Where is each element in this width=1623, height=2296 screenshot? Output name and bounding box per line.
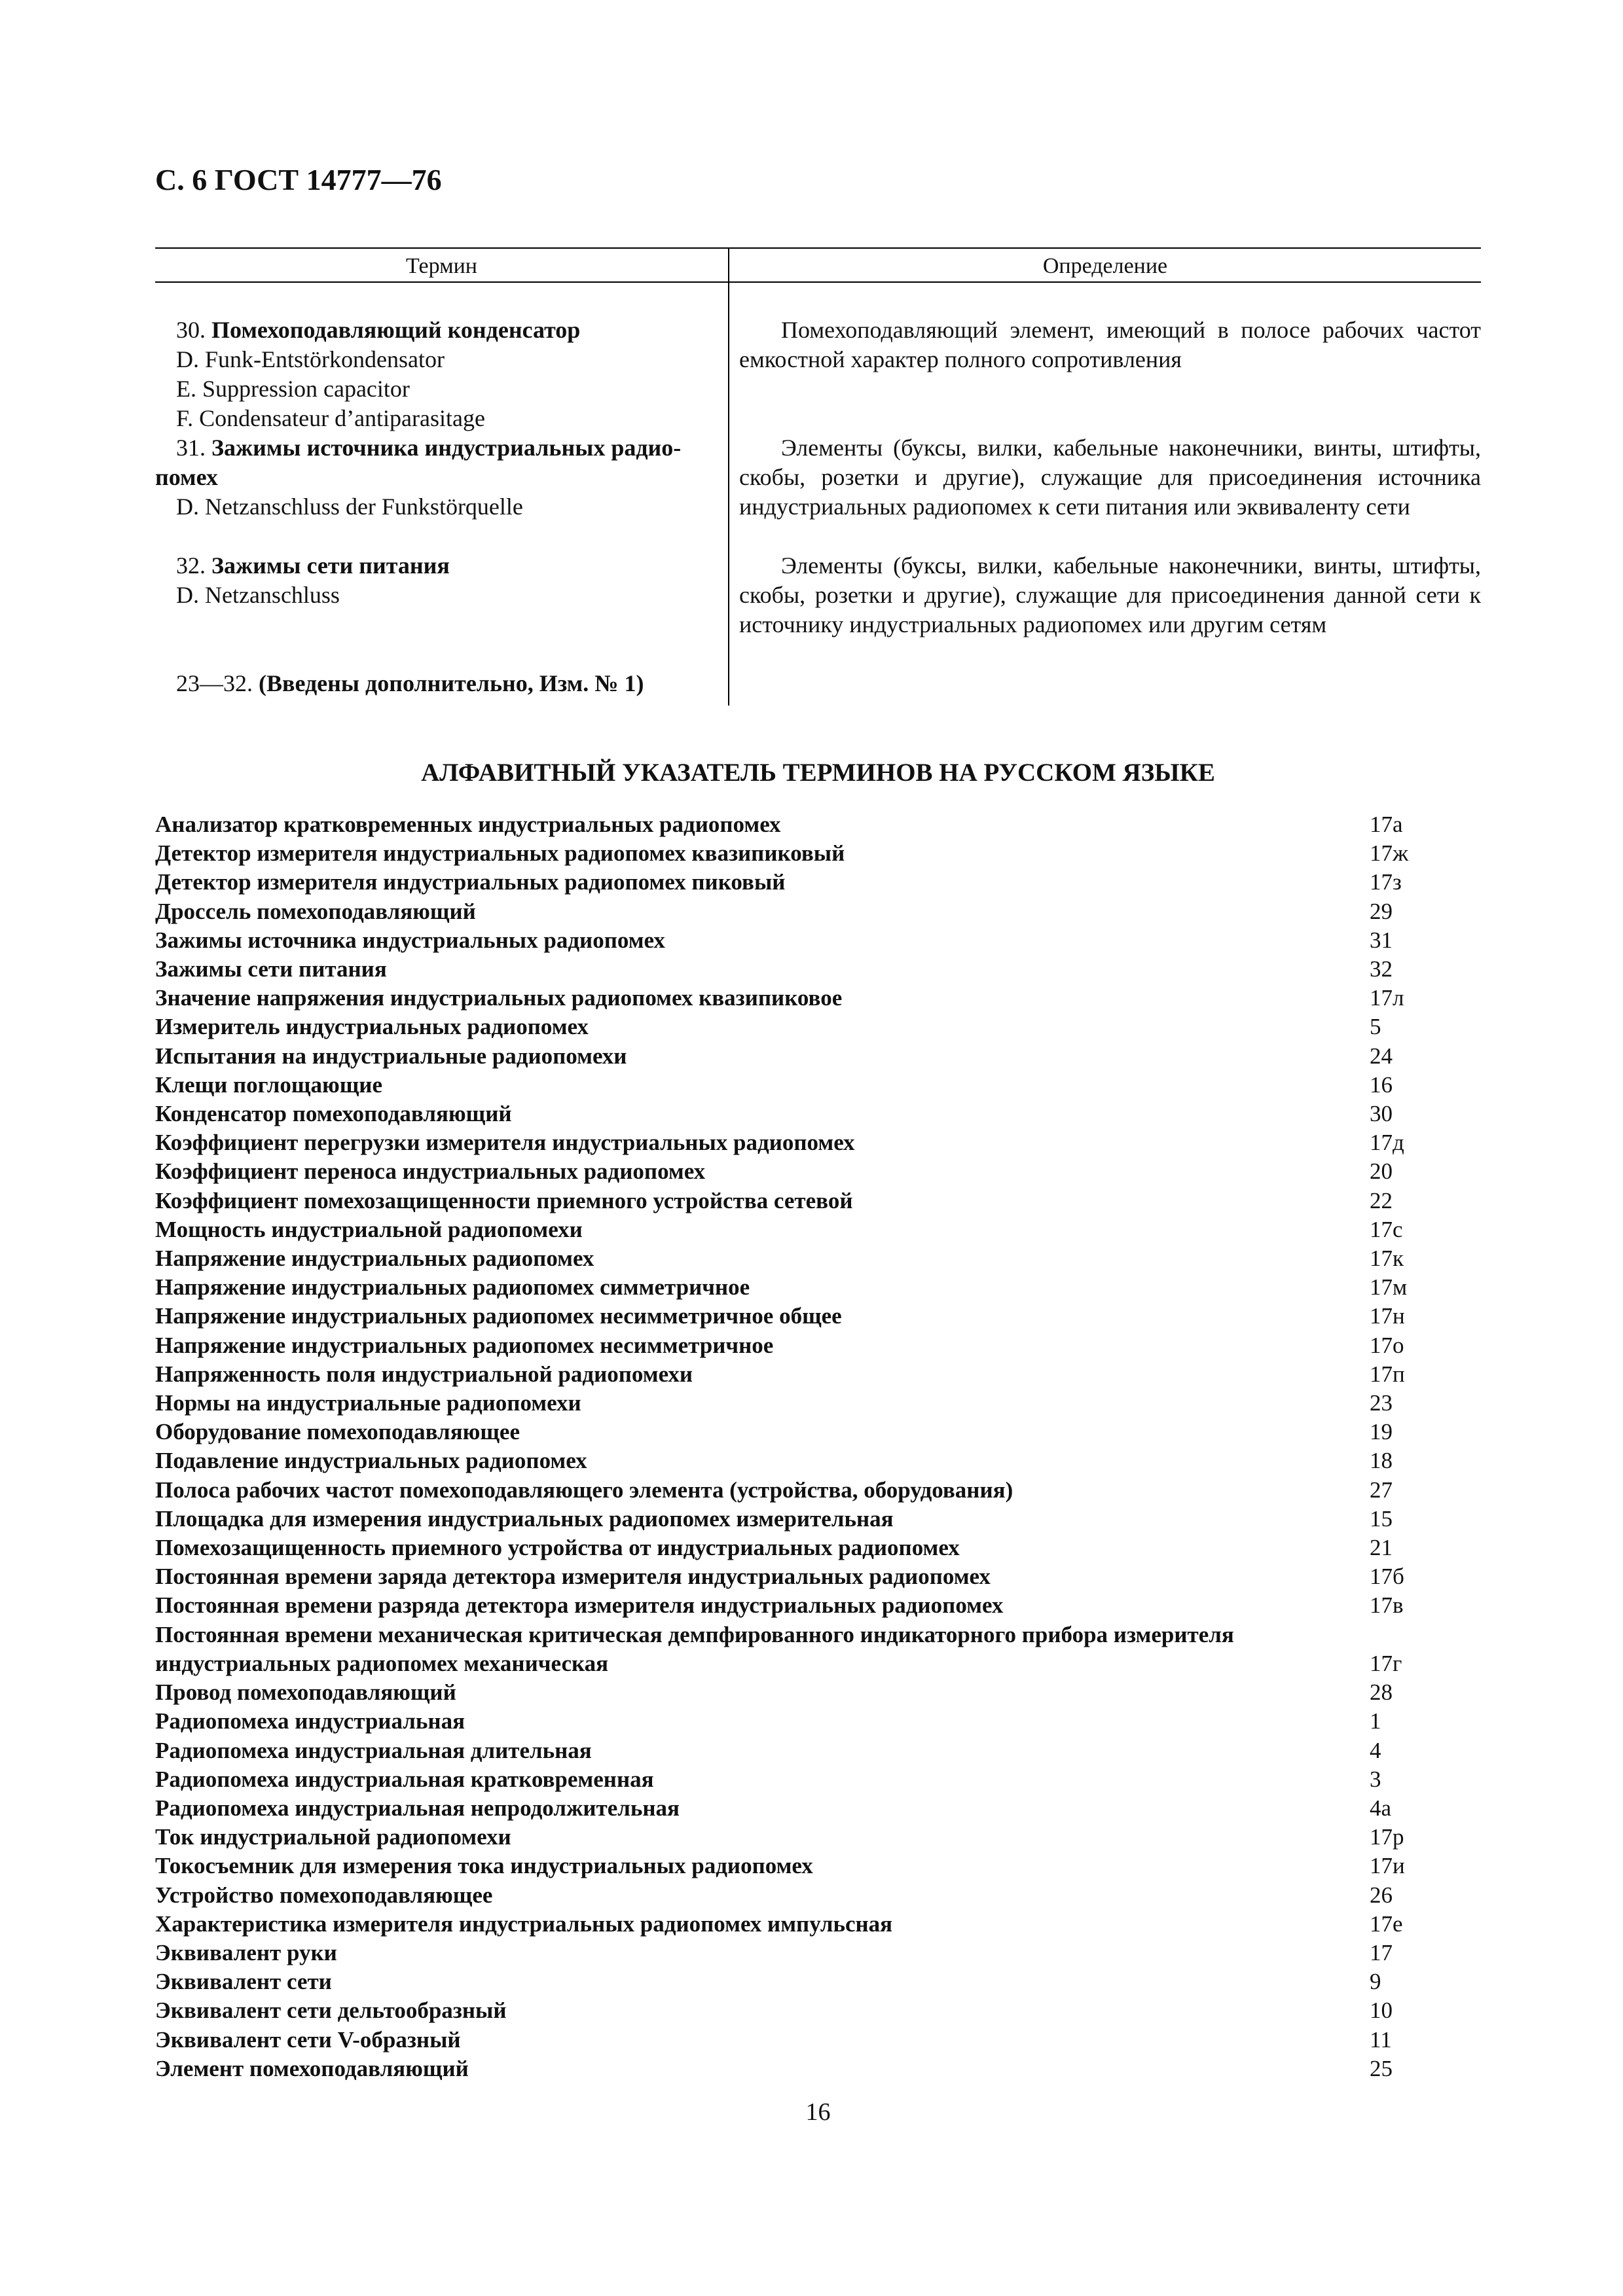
index-ref: 5	[1370, 1014, 1381, 1040]
index-ref: 23	[1370, 1390, 1393, 1416]
term-translation: D. Funk-Entstörkondensator	[176, 346, 445, 372]
index-term: Провод помехоподавляющий	[155, 1679, 456, 1706]
term-name: Помехоподавляющий конденсатор	[211, 317, 581, 343]
index-row	[155, 926, 1481, 955]
page-number: 16	[805, 2098, 831, 2126]
index-row	[155, 1100, 1481, 1128]
term-name-line2: помех	[155, 464, 218, 490]
index-term: Устройство помехоподавляющее	[155, 1882, 493, 1908]
index-term: Напряжение индустриальных радиопомех	[155, 1246, 594, 1272]
index-row	[155, 1013, 1481, 1041]
index-row	[155, 1446, 1481, 1475]
index-term: Дроссель помехоподавляющий	[155, 898, 476, 924]
term-name: Зажимы сети питания	[211, 552, 450, 579]
index-ref: 26	[1370, 1882, 1393, 1908]
index-ref: 21	[1370, 1535, 1393, 1561]
term-number: 31.	[176, 435, 206, 461]
index-term: Характеристика измерителя индустриальных радиопомех импульсная	[155, 1910, 893, 1937]
index-row	[155, 1910, 1481, 1939]
index-term: Элемент помехоподавляющий	[155, 2055, 469, 2081]
index-ref: 27	[1370, 1477, 1393, 1503]
index-row	[155, 1794, 1481, 1823]
index-term: Постоянная времени механическая критическая демпфированного индикаторного прибора измерителя индустриальных радиопомех механическая	[155, 1621, 1234, 1676]
index-term: Коэффициент перегрузки измерителя индустриальных радиопомех	[155, 1130, 855, 1156]
terms-table	[155, 247, 1481, 706]
amendment-text: (Введены дополнительно, Изм. № 1)	[259, 670, 644, 696]
index-term: Коэффициент помехозащищенности приемного устройства сетевой	[155, 1187, 853, 1213]
index-term: Оборудование помехоподавляющее	[155, 1419, 520, 1445]
amendment-range: 23—32.	[176, 670, 253, 696]
index-row	[155, 1389, 1481, 1418]
index-ref: 17а	[1370, 812, 1403, 837]
term-name-line1: Зажимы источника индустриальных радио-	[211, 435, 682, 461]
index-row	[155, 1967, 1481, 1996]
column-header-definition: Определение	[1042, 254, 1168, 278]
index-row	[155, 1939, 1481, 1967]
index-ref: 11	[1370, 2026, 1392, 2053]
index-row	[155, 1071, 1481, 1100]
index-term: Конденсатор помехоподавляющий	[155, 1101, 512, 1127]
table-header-rule	[155, 281, 1481, 283]
index-row	[155, 1331, 1481, 1360]
index-row	[155, 1505, 1481, 1534]
index-ref: 17м	[1370, 1274, 1408, 1300]
index-term: Нормы на индустриальные радиопомехи	[155, 1390, 581, 1416]
index-term: Детектор измерителя индустриальных радиопомех квазипиковый	[155, 840, 845, 867]
spacer	[155, 522, 718, 551]
page-header: С. 6 ГОСТ 14777—76	[155, 163, 442, 196]
index-ref: 17г	[1370, 1650, 1402, 1676]
index-ref: 4	[1370, 1737, 1381, 1763]
term-translation: F. Condensateur d’antiparasitage	[176, 405, 485, 431]
index-term: Испытания на индустриальные радиопомехи	[155, 1043, 627, 1069]
term-number: 30.	[176, 317, 206, 343]
index-row	[155, 868, 1481, 897]
index-row	[155, 1736, 1481, 1765]
index-row	[155, 1765, 1481, 1794]
index-term: Зажимы сети питания	[155, 956, 387, 982]
index-term: Напряженность поля индустриальной радиопомехи	[155, 1361, 693, 1387]
index-row	[155, 1302, 1481, 1331]
index-ref: 1	[1370, 1708, 1381, 1734]
index-term: Ток индустриальной радиопомехи	[155, 1824, 511, 1850]
term-entry-31	[155, 433, 718, 463]
index-term: Помехозащищенность приемного устройства от индустриальных радиопомех	[155, 1535, 960, 1561]
index-ref: 17ж	[1370, 840, 1409, 867]
index-ref: 17л	[1370, 985, 1404, 1011]
index-term: Радиопомеха индустриальная кратковременная	[155, 1766, 654, 1792]
table-top-rule	[155, 247, 1481, 249]
index-ref: 25	[1370, 2055, 1393, 2081]
index-term: Площадка для измерения индустриальных радиопомех измерительная	[155, 1505, 894, 1532]
index-term: Детектор измерителя индустриальных радиопомех пиковый	[155, 869, 786, 895]
index-term: Радиопомеха индустриальная длительная	[155, 1737, 592, 1763]
index-ref: 10	[1370, 1998, 1393, 2024]
term-translation: E. Suppression capacitor	[176, 376, 410, 402]
index-ref: 17р	[1370, 1824, 1404, 1850]
index-term: Радиопомеха индустриальная	[155, 1708, 465, 1734]
index-row	[155, 1157, 1481, 1186]
definition-30: Помехоподавляющий элемент, имеющий в полосе рабочих частот емкостной характер полного сопротивления	[739, 317, 1481, 372]
index-ref: 20	[1370, 1158, 1393, 1185]
index-ref: 17б	[1370, 1564, 1404, 1590]
index-term: Значение напряжения индустриальных радиопомех квазипиковое	[155, 985, 843, 1011]
table-column-divider	[728, 247, 729, 706]
index-term: Постоянная времени разряда детектора измерителя индустриальных радиопомех	[155, 1592, 1004, 1619]
index-list	[155, 810, 1481, 2083]
index-term: Подавление индустриальных радиопомех	[155, 1448, 587, 1474]
index-row	[155, 1187, 1481, 1215]
index-row	[155, 1534, 1481, 1562]
index-ref: 17и	[1370, 1853, 1405, 1879]
index-row	[155, 810, 1481, 839]
index-row	[155, 839, 1481, 868]
index-ref: 17с	[1370, 1216, 1403, 1242]
index-ref: 17	[1370, 1939, 1393, 1965]
term-entry-32	[155, 551, 718, 581]
index-ref: 17з	[1370, 869, 1402, 895]
definitions-column	[739, 315, 1481, 639]
index-ref: 17в	[1370, 1592, 1404, 1619]
index-ref: 17е	[1370, 1910, 1403, 1937]
index-ref: 4а	[1370, 1795, 1392, 1821]
index-row	[155, 1244, 1481, 1273]
index-term: Эквивалент сети V-образный	[155, 2026, 461, 2053]
index-row	[155, 1418, 1481, 1446]
term-translation: D. Netzanschluss	[176, 582, 340, 608]
index-ref: 29	[1370, 898, 1393, 924]
index-row	[155, 1215, 1481, 1244]
amendment-note	[155, 669, 718, 698]
index-term: Измеритель индустриальных радиопомех	[155, 1014, 589, 1040]
index-row	[155, 897, 1481, 926]
index-ref: 16	[1370, 1071, 1393, 1098]
index-term: Токосъемник для измерения тока индустриальных радиопомех	[155, 1853, 813, 1879]
index-ref: 17о	[1370, 1332, 1404, 1358]
terms-column	[155, 315, 718, 698]
index-row	[155, 1707, 1481, 1736]
index-ref: 17п	[1370, 1361, 1405, 1387]
spacer	[155, 610, 718, 639]
index-term: Клещи поглощающие	[155, 1071, 382, 1098]
index-row	[155, 2026, 1481, 2054]
index-ref: 30	[1370, 1101, 1393, 1127]
index-ref: 9	[1370, 1969, 1381, 1995]
index-row	[155, 1591, 1481, 1620]
index-ref: 17д	[1370, 1130, 1404, 1156]
index-row	[155, 1273, 1481, 1302]
term-name-line2-wrap	[155, 463, 718, 492]
index-term: Напряжение индустриальных радиопомех симметричное	[155, 1274, 750, 1300]
index-ref: 31	[1370, 927, 1393, 953]
index-row	[155, 1852, 1481, 1880]
term-entry-30	[155, 315, 718, 345]
spacer	[155, 639, 718, 669]
index-term: Эквивалент руки	[155, 1939, 337, 1965]
definition-32: Элементы (буксы, вилки, кабельные наконечники, винты, штифты, скобы, розетки и другие), служащие для присоединения данной сети к источнику индустриальных радиопомех или другим сетям	[739, 552, 1481, 637]
index-row	[155, 1996, 1481, 2025]
index-term: Полоса рабочих частот помехоподавляющего элемента (устройства, оборудования)	[155, 1477, 1013, 1503]
index-row	[155, 1562, 1481, 1591]
column-header-term: Термин	[406, 254, 477, 278]
index-row	[155, 2054, 1481, 2083]
index-term: Напряжение индустриальных радиопомех несимметричное	[155, 1332, 774, 1358]
index-row	[155, 1128, 1481, 1157]
term-translation: D. Netzanschluss der Funkstörquelle	[176, 493, 523, 520]
index-term: Анализатор кратковременных индустриальных радиопомех	[155, 812, 781, 837]
index-term: Мощность индустриальной радиопомехи	[155, 1216, 583, 1242]
index-ref: 28	[1370, 1679, 1393, 1706]
index-term: Эквивалент сети	[155, 1969, 332, 1995]
index-term: Коэффициент переноса индустриальных радиопомех	[155, 1158, 706, 1185]
index-ref: 15	[1370, 1505, 1393, 1532]
index-ref: 18	[1370, 1448, 1393, 1474]
index-row	[155, 1042, 1481, 1071]
index-row	[155, 1360, 1481, 1389]
index-term: Радиопомеха индустриальная непродолжительная	[155, 1795, 680, 1821]
index-row	[155, 984, 1481, 1013]
term-number: 32.	[176, 552, 206, 579]
index-term: Эквивалент сети дельтообразный	[155, 1998, 507, 2024]
index-title: АЛФАВИТНЫЙ УКАЗАТЕЛЬ ТЕРМИНОВ НА РУССКОМ ЯЗЫКЕ	[421, 759, 1215, 787]
index-row	[155, 955, 1481, 984]
index-row	[155, 1678, 1481, 1707]
index-ref: 17к	[1370, 1246, 1404, 1272]
index-ref: 19	[1370, 1419, 1393, 1445]
definition-31: Элементы (буксы, вилки, кабельные наконечники, винты, штифты, скобы, розетки и другие), служащие для присоединения источника индустриальных радиопомех к сети питания или эквиваленту сети	[739, 435, 1481, 520]
index-ref: 17н	[1370, 1303, 1405, 1329]
index-ref: 32	[1370, 956, 1393, 982]
index-term: Напряжение индустриальных радиопомех несимметричное общее	[155, 1303, 842, 1329]
index-ref: 22	[1370, 1187, 1393, 1213]
index-term: Постоянная времени заряда детектора измерителя индустриальных радиопомех	[155, 1564, 991, 1590]
index-row	[155, 1881, 1481, 1910]
index-ref: 3	[1370, 1766, 1381, 1792]
index-row	[155, 1823, 1481, 1852]
index-row	[155, 1621, 1481, 1678]
index-row	[155, 1476, 1481, 1505]
index-term: Зажимы источника индустриальных радиопомех	[155, 927, 665, 953]
index-ref: 24	[1370, 1043, 1393, 1069]
